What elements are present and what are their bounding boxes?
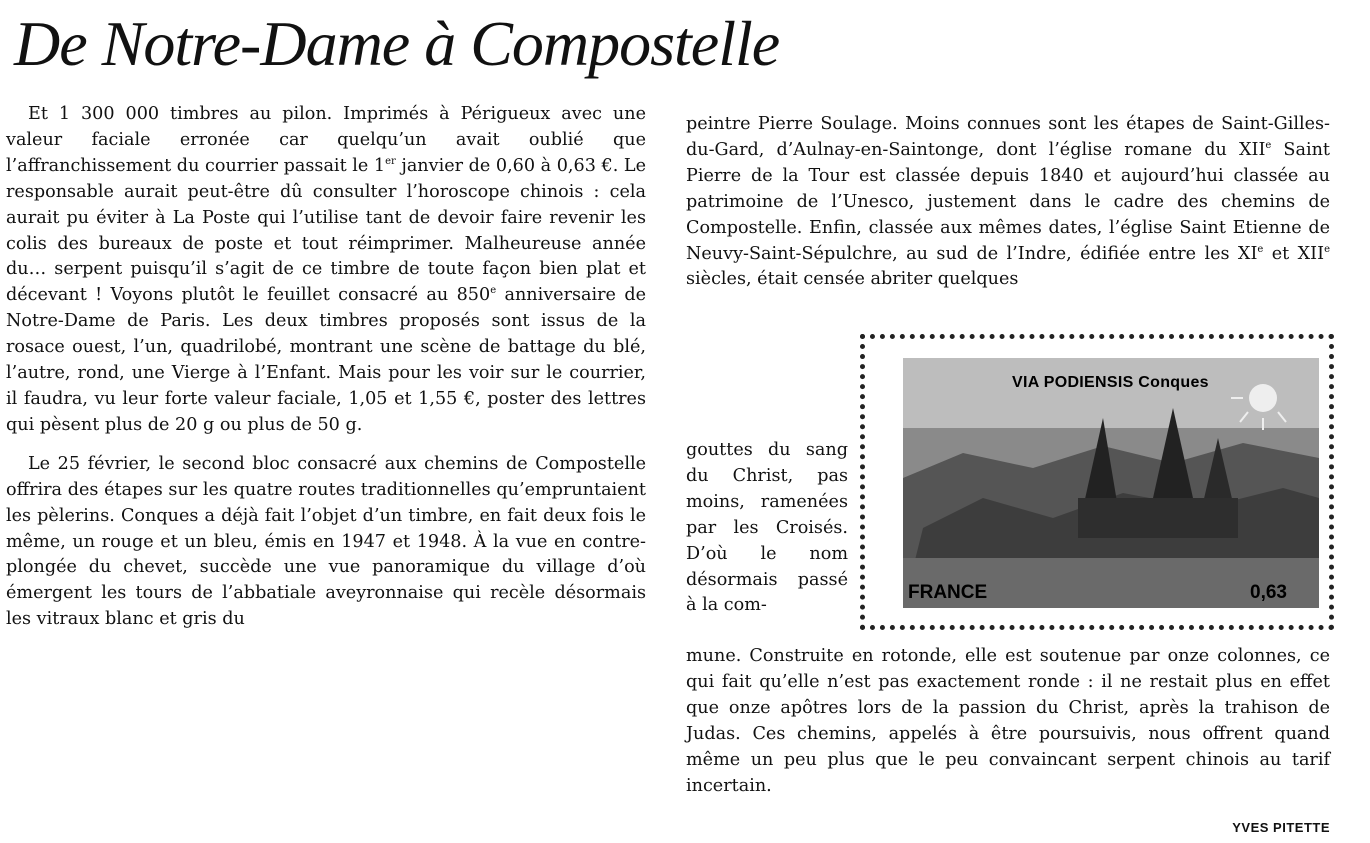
column-left: [6, 102, 646, 633]
column-right-wrap: [686, 438, 848, 619]
paragraph-3-wrap: gouttes du sang du Christ, pas moins, ramenées par les Croisés. D’où le nom désormais passé à la com-: [686, 440, 848, 616]
paragraph-2: Le 25 février, le second bloc consacré aux chemins de Compostelle offrira des étapes sur les quatre routes traditionnelles qu’empruntaient les pèlerins. Conques a déjà fait l’objet d’un timbre, en fait deux fois le même, un rouge et un bleu, émis en 1947 et 1948. À la vue en contre-plongée du chevet, succède une vue panoramique du village d’où émergent les tours de l’abbatiale aveyronnaise qui recèle désormais les vitraux blanc et gris du: [6, 453, 646, 630]
byline: YVES PITETTE: [1232, 820, 1330, 835]
stamp-image: [903, 358, 1319, 608]
paragraph-3: peintre Pierre Soulage. Moins connues sont les étapes de Saint-Gilles-du-Gard, d’Aulnay-en-Saintonge, dont l’église romane du XIIe Saint Pierre de la Tour est classée depuis 1840 et aujourd’hui classée au patrimoine de l’Unesco, justement dans le cadre des chemins de Compostelle. Enfin, classée aux mêmes dates, l’église Saint Etienne de Neuvy-Saint-Sépulchre, au sud de l’Indre, édifiée entre les XIe et XIIe siècles, était censée abriter quelques: [686, 114, 1331, 290]
stamp-value: 0,63: [1250, 582, 1287, 603]
article-title: De Notre-Dame à Compostelle: [14, 8, 780, 79]
paragraph-1: Et 1 300 000 timbres au pilon. Imprimés à Périgueux avec une valeur faciale erronée car quelqu’un avait oublié que l’affranchissement du courrier passait le 1er janvier de 0,60 à 0,63 €. Le responsable aurait peut-être dû consulter l’horoscope chinois : cela aurait pu éviter à La Poste qui l’utilise tant de devoir faire revenir les colis des bureaux de poste et tout réimprimer. Malheureuse année du… serpent puisqu’il s’agit de ce timbre de toute façon bien plat et décevant ! Voyons plutôt le feuillet consacré au 850e anniversaire de Notre-Dame de Paris. Les deux timbres proposés sont issus de la rosace ouest, l’un, quadrilobé, montrant une scène de battage du blé, l’autre, rond, une Vierge à l’Enfant. Mais pour les voir sur le courrier, il faudra, vu leur forte valeur faciale, 1,05 et 1,55 €, poster des lettres qui pèsent plus de 20 g ou plus de 50 g.: [6, 104, 646, 435]
stamp-country: FRANCE: [908, 582, 988, 603]
column-right-top: [686, 112, 1330, 293]
stamp-caption: VIA PODIENSIS Conques: [1012, 374, 1209, 391]
paragraph-3-end: mune. Construite en rotonde, elle est soutenue par onze colonnes, ce qui fait qu’elle n’est pas exactement ronde : il ne restait plus en effet que onze apôtres lors de la passion du Christ, après la trahison de Judas. Ces chemins, appelés à être poursuivis, nous offrent quand même un peu plus que le peu convaincant serpent chinois au tarif incertain.: [686, 646, 1330, 796]
column-right-bottom: [686, 644, 1330, 799]
